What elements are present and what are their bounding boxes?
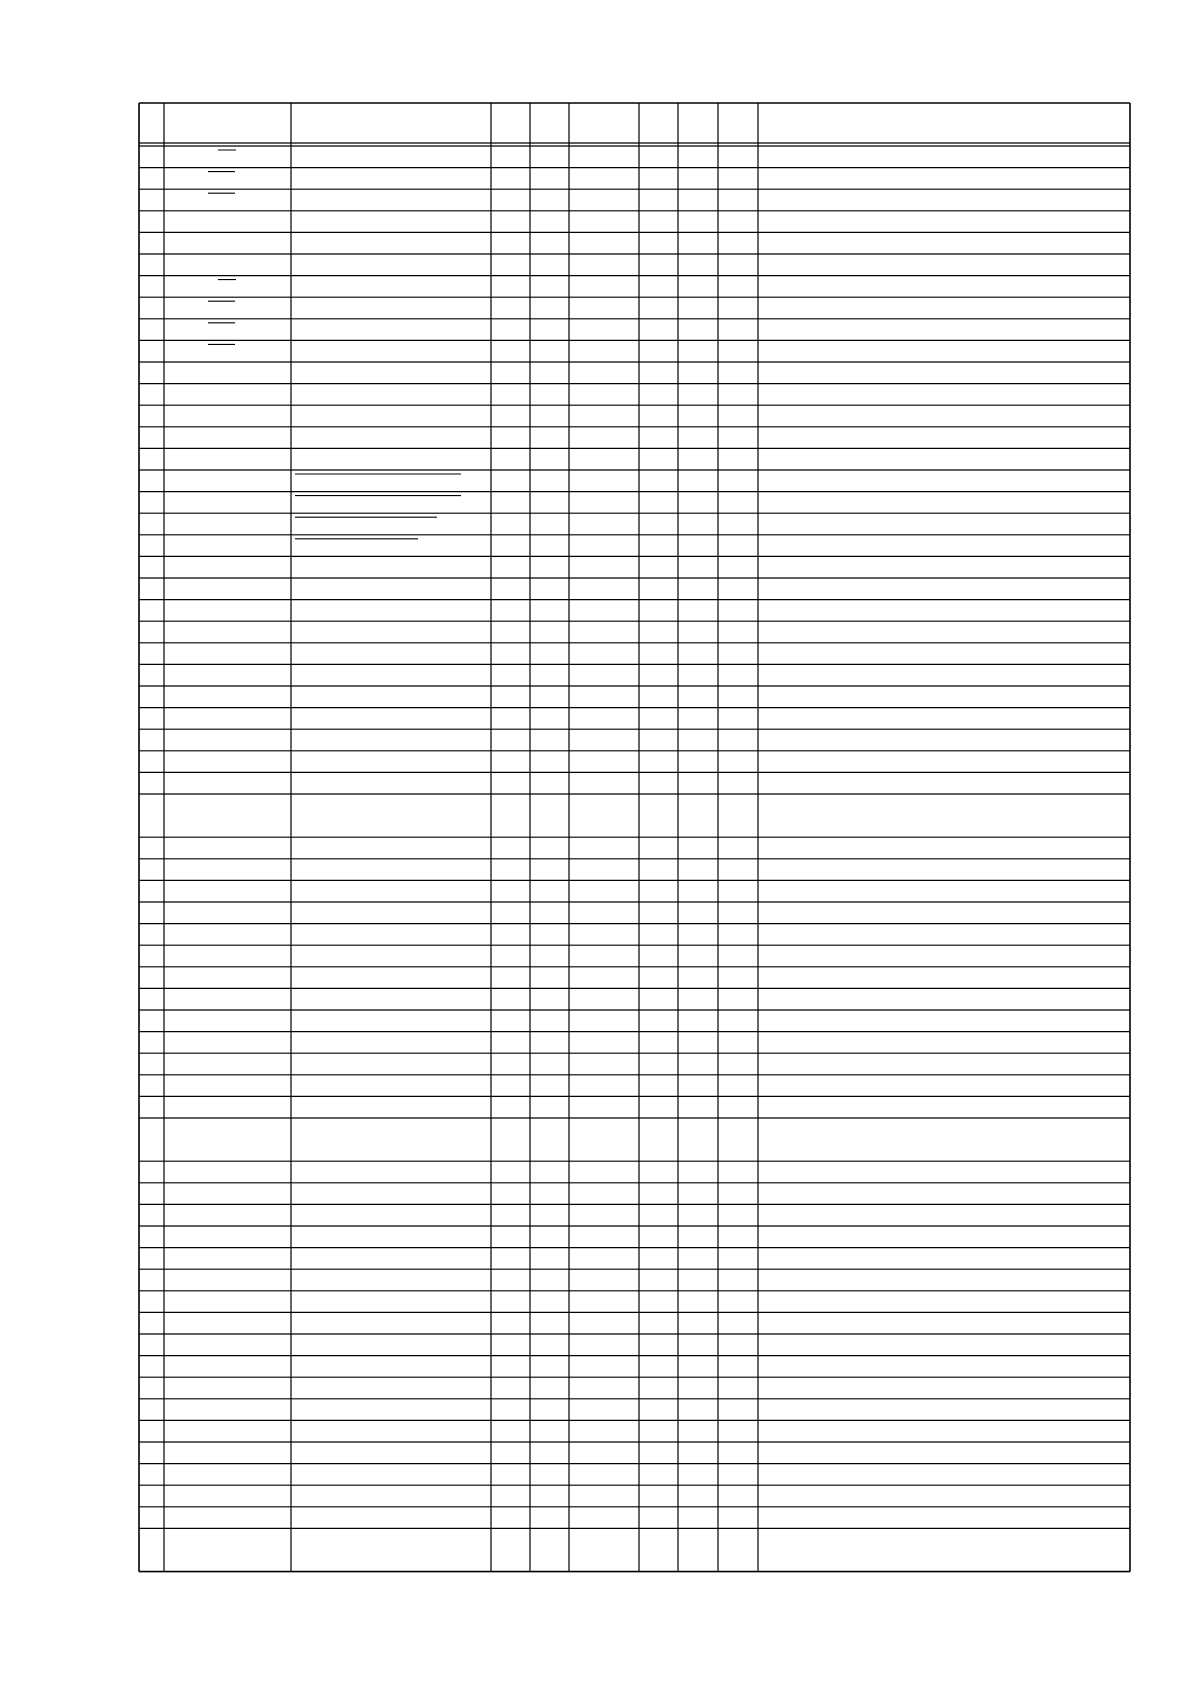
overline-marks — [208, 150, 461, 539]
table-grid — [139, 103, 1130, 1572]
